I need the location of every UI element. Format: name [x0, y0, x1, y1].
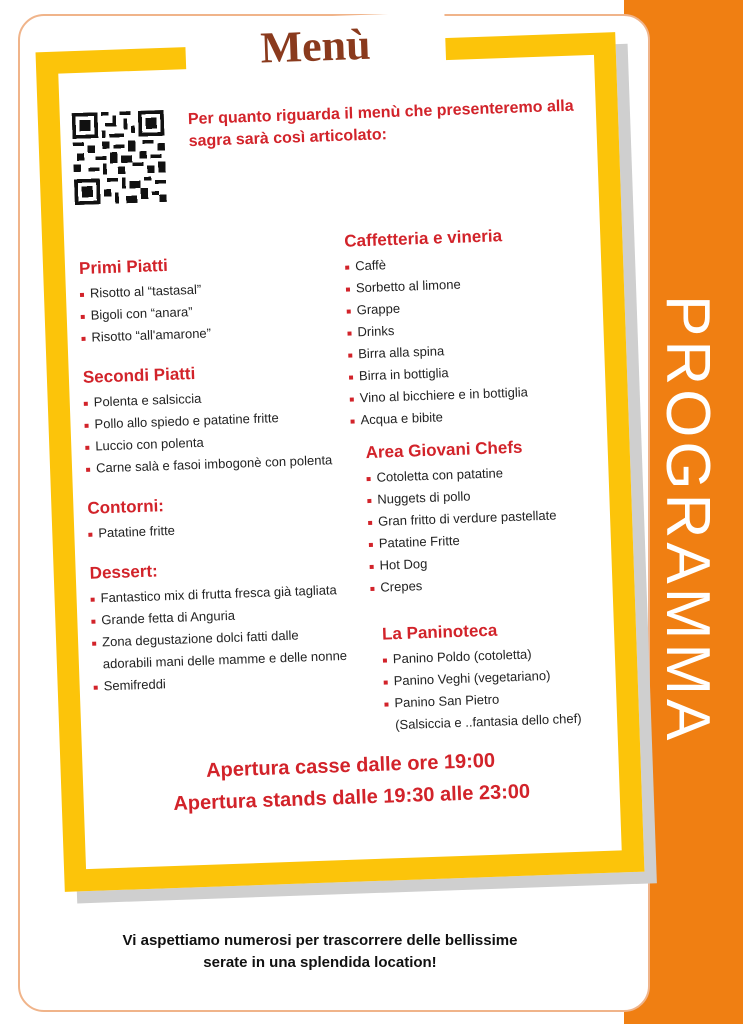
- footer-message: [40, 930, 600, 974]
- list-item: Luccio con polenta: [85, 427, 332, 458]
- list-item: Crepes: [370, 570, 559, 599]
- list-item: Sorbetto al limone: [346, 271, 525, 299]
- section-title: Area Giovani Chefs: [365, 437, 523, 463]
- list-item: Vino al bicchiere e in bottiglia: [349, 381, 528, 409]
- continuation-text: adorabili mani delle mamme e delle nonne: [102, 647, 348, 672]
- continuation-text: (Salsiccia e ..fantasia dello chef): [394, 710, 582, 733]
- list-item: Fantastico mix di frutta fresca già tagliata: [90, 579, 345, 610]
- section-contorni: [87, 496, 175, 545]
- section-title: Secondi Piatti: [82, 364, 196, 387]
- menu-title: Menù: [259, 19, 372, 73]
- section-area-giovani-chefs: [365, 437, 559, 599]
- list-item: Risotto “all'amarone”: [81, 322, 211, 349]
- list-item: Drinks: [347, 315, 526, 343]
- footer-line-1: Vi aspettiamo numerosi per trascorrere delle bellissime: [122, 932, 518, 949]
- list-item: Bigoli con “anara”: [80, 300, 210, 327]
- list-item: Cotoletta con patatine: [366, 461, 555, 490]
- menu-intro: Per quanto riguarda il menù che presenteremo alla sagra sarà così articolato:: [187, 97, 574, 151]
- list-item: Acqua e bibite: [350, 403, 529, 431]
- section-dessert: [89, 555, 348, 698]
- list-item: Birra alla spina: [348, 337, 527, 365]
- section-title: La Paninoteca: [381, 620, 498, 644]
- menu-title-box: [185, 12, 447, 81]
- list-item: Patatine fritte: [88, 520, 175, 545]
- list-item: Pollo allo spiedo e patatine fritte: [84, 405, 331, 436]
- list-item: Panino San Pietro: [384, 686, 581, 715]
- footer-line-2: serate in una splendida location!: [203, 954, 437, 971]
- list-item: Risotto al “tastasal”: [80, 278, 210, 305]
- list-item: Zona degustazione dolci fatti dalle: [92, 623, 347, 654]
- list-item: Panino Poldo (cotoletta): [383, 642, 580, 671]
- menu-panel: [36, 19, 645, 892]
- list-item: Grande fetta di Anguria: [91, 601, 346, 632]
- section-title: Primi Piatti: [78, 255, 169, 278]
- section-caffetteria: [344, 226, 529, 432]
- list-item: Patatine Fritte: [368, 526, 557, 555]
- qr-code-icon[interactable]: [72, 110, 167, 205]
- list-item: Gran fritto di verdure pastellate: [368, 504, 557, 533]
- list-item: Nuggets di pollo: [367, 482, 556, 511]
- list-item: Hot Dog: [369, 548, 558, 577]
- opening-stands: Apertura stands dalle 19:30 alle 23:00: [173, 780, 531, 816]
- section-secondi-piatti: [83, 359, 333, 480]
- list-item: Polenta e salsiccia: [83, 383, 330, 414]
- section-title: Caffetteria e vineria: [343, 226, 503, 251]
- opening-casse: Apertura casse dalle ore 19:00: [205, 749, 496, 782]
- programma-vertical-title: PROGRAMMA: [653, 295, 722, 745]
- section-paninoteca: [382, 618, 582, 737]
- section-title: Dessert:: [89, 561, 159, 583]
- list-item: Panino Veghi (vegetariano): [383, 664, 580, 693]
- list-item: Birra in bottiglia: [349, 359, 528, 387]
- list-item: Semifreddi: [93, 667, 348, 698]
- list-item: Caffè: [345, 249, 524, 277]
- list-item: Carne salà e fasoi imbogonè con polenta: [86, 449, 333, 480]
- section-title: Contorni:: [87, 496, 165, 518]
- list-item: Grappe: [346, 293, 525, 321]
- section-primi-piatti: [79, 254, 212, 348]
